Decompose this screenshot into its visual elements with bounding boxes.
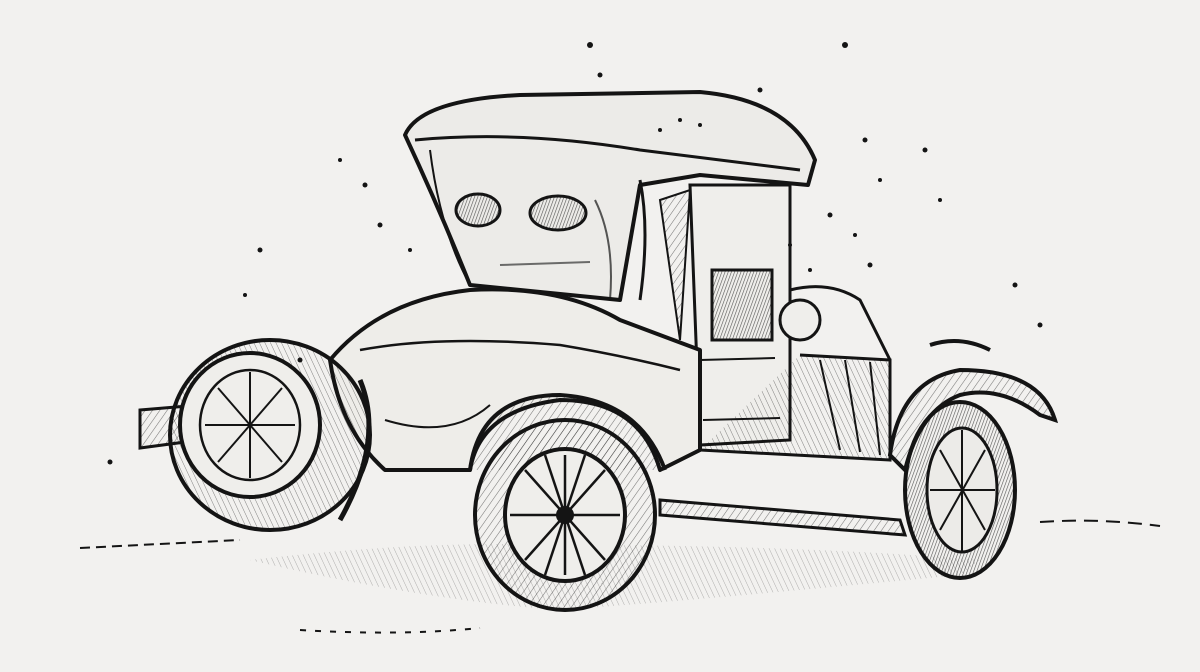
rear-window-right — [530, 196, 586, 230]
front-wheel — [890, 341, 1055, 578]
spare-tire — [170, 340, 370, 530]
rear-wheel — [475, 420, 655, 610]
rear-window-left — [456, 194, 500, 226]
